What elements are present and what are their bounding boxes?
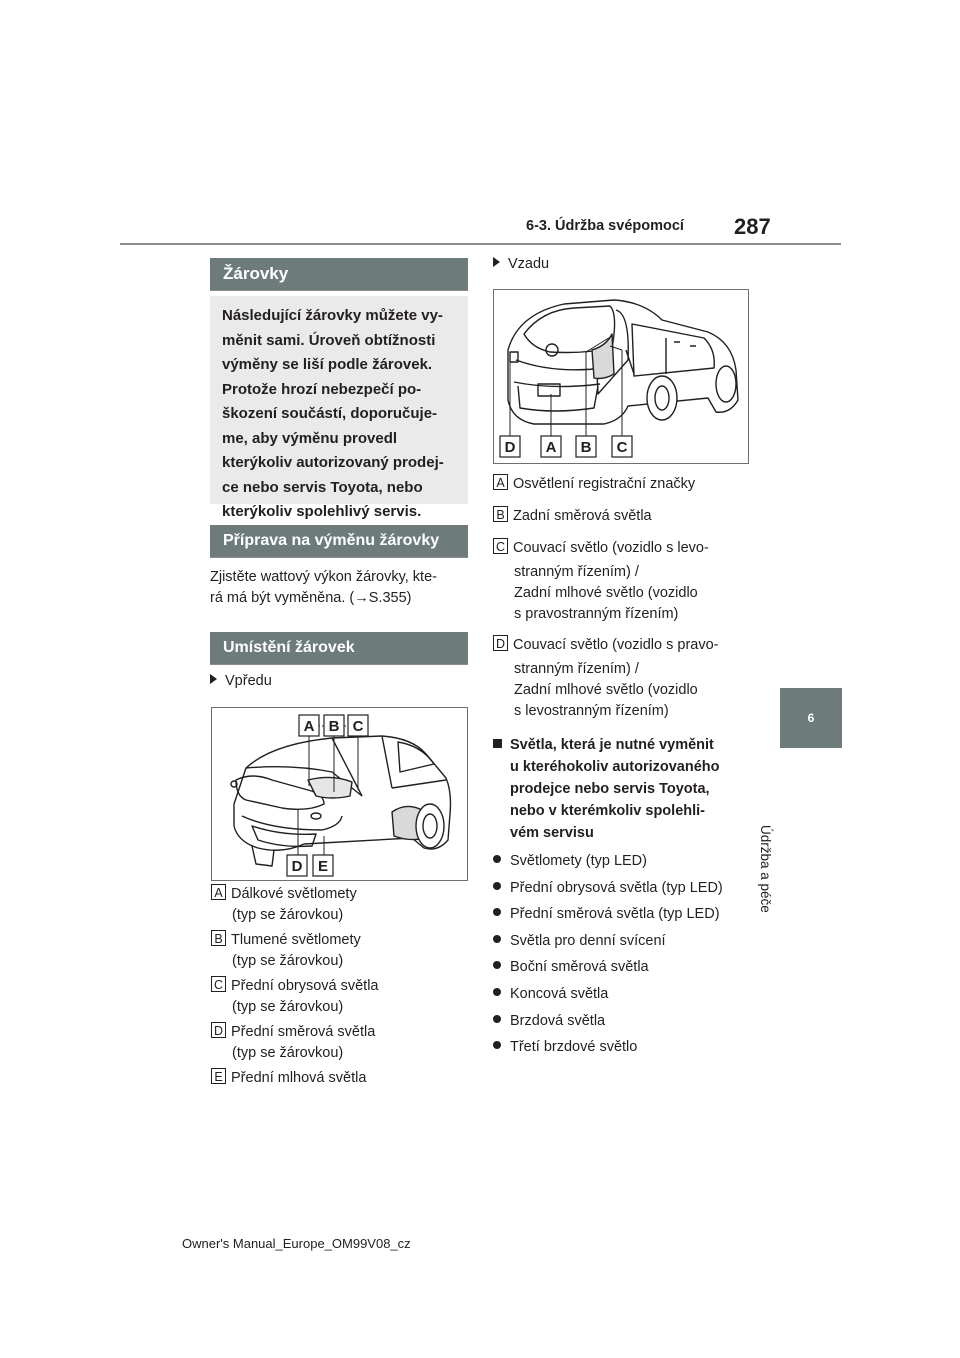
label-box: C (493, 538, 508, 554)
list-item (493, 928, 763, 955)
item-text: Osvětlení registrační značky (513, 476, 696, 492)
callout-label: C (352, 718, 364, 735)
intro-line: měnit sami. Úroveň obtížnosti (222, 331, 436, 349)
list-item (211, 884, 471, 926)
heading-line: u kteréhokoliv autorizovaného (510, 759, 720, 775)
intro-line: me, aby výměnu provedl (222, 429, 398, 447)
text-line: rá má být vyměněna. (→S.355) (210, 590, 412, 606)
intro-box (210, 296, 468, 520)
list-item (211, 930, 471, 972)
bullet-dot-icon (493, 855, 501, 863)
heading-line: nebo v kterémkoliv spolehli- (510, 803, 705, 819)
chapter-label: Údržba a péče (758, 825, 773, 913)
bullet-dot-icon (493, 1041, 501, 1049)
item-text: Světla pro denní svícení (510, 932, 666, 949)
rear-car-illustration (494, 290, 748, 463)
intro-line: ce nebo servis Toyota, nebo (222, 478, 423, 496)
list-item (493, 474, 763, 495)
item-text: Světlomety (typ LED) (510, 853, 647, 869)
bullet-dot-icon (493, 961, 501, 969)
item-text: Přední směrová světla (231, 1024, 376, 1040)
dealer-list (493, 848, 763, 1061)
rear-car-figure (493, 289, 749, 464)
item-text: Couvací světlo (vozidlo s pravo- (513, 637, 719, 653)
item-text: Přední mlhová světla (231, 1070, 367, 1086)
label-box: B (493, 506, 508, 522)
bullet-dot-icon (493, 882, 501, 890)
item-text: Přední obrysová světla (231, 978, 379, 994)
callout-label: E (317, 858, 329, 875)
list-item (493, 981, 763, 1008)
front-label: Vpředu (225, 673, 272, 689)
label-box: A (211, 884, 226, 900)
item-text: Přední směrová světla (typ LED) (510, 906, 720, 923)
item-text: (typ se žárovkou) (232, 953, 344, 969)
chapter-number: 6 (807, 711, 815, 725)
item-text: s pravostranným řízením) (514, 606, 679, 622)
label-box: D (493, 635, 508, 651)
heading-rule (210, 664, 468, 665)
front-subheading (210, 671, 272, 692)
list-item (493, 506, 763, 527)
label-box: C (211, 976, 226, 992)
front-items-list (211, 884, 471, 1089)
rear-items-list (493, 474, 763, 722)
callout-label: A (303, 718, 315, 735)
item-text: Couvací světlo (vozidlo s levo- (513, 540, 709, 556)
heading-text: Umístění žárovek (223, 639, 355, 656)
rear-subheading (493, 254, 549, 275)
item-text: s levostranným řízením) (514, 703, 669, 719)
bullet-dot-icon (493, 935, 501, 943)
square-bullet-icon (493, 739, 502, 748)
heading-line: vém servisu (510, 825, 594, 841)
heading-umisteni (210, 632, 468, 664)
item-text: Zadní směrová světla (513, 508, 652, 524)
list-item (493, 538, 763, 625)
item-text: stranným řízením) / (514, 661, 639, 677)
chapter-tab (780, 688, 842, 748)
dealer-heading (493, 734, 763, 844)
triangle-bullet-icon (493, 257, 500, 267)
item-text: Přední obrysová světla (typ LED) (510, 879, 723, 896)
list-item (493, 901, 763, 928)
intro-line: výměny se liší podle žárovek. (222, 356, 433, 373)
item-text: Třetí brzdové světlo (510, 1039, 638, 1056)
callout-label: C (616, 439, 628, 456)
footer-text: Owner's Manual_Europe_OM99V08_cz (182, 1236, 411, 1251)
list-item (493, 848, 763, 875)
callout-label: A (545, 439, 557, 456)
list-item (493, 875, 763, 902)
list-item (493, 954, 763, 981)
heading-priprava (210, 525, 468, 557)
item-text: Dálkové světlomety (231, 886, 357, 902)
callout-label: D (504, 439, 516, 456)
list-item (493, 635, 763, 722)
heading-zarovky (210, 258, 468, 290)
front-car-illustration (212, 708, 467, 880)
list-item (493, 1034, 763, 1061)
callout-label: D (291, 858, 303, 875)
intro-line: škození součástí, doporučuje- (222, 405, 438, 422)
bullet-dot-icon (493, 1015, 501, 1023)
item-text: Koncová světla (510, 985, 609, 1002)
callout-label: B (580, 439, 592, 456)
intro-line: kterýkoliv spolehlivý servis. (222, 503, 422, 520)
list-item (211, 976, 471, 1018)
item-text: Boční směrová světla (510, 959, 649, 976)
text-line: Zjistěte wattový výkon žárovky, kte- (210, 569, 437, 585)
item-text: Brzdová světla (510, 1012, 606, 1029)
list-item (493, 1008, 763, 1035)
heading-rule (210, 290, 468, 291)
header-rule (120, 243, 841, 245)
intro-line: kterýkoliv autorizovaný prodej- (222, 454, 444, 471)
item-text: stranným řízením) / (514, 564, 639, 580)
triangle-bullet-icon (210, 674, 217, 684)
item-text: Zadní mlhové světlo (vozidlo (514, 682, 698, 698)
item-text: (typ se žárovkou) (232, 999, 344, 1015)
heading-rule (210, 557, 468, 558)
item-text: (typ se žárovkou) (232, 907, 344, 923)
heading-text: Příprava na výměnu žárovky (223, 532, 440, 549)
item-text: (typ se žárovkou) (232, 1045, 344, 1061)
label-box: E (211, 1068, 226, 1084)
heading-text: Žárovky (223, 264, 289, 283)
section-title: 6-3. Údržba svépomocí (526, 218, 684, 234)
front-car-figure (211, 707, 468, 881)
intro-line: Protože hrozí nebezpečí po- (222, 380, 422, 398)
label-box: D (211, 1022, 226, 1038)
item-text: Zadní mlhové světlo (vozidlo (514, 585, 698, 601)
bullet-dot-icon (493, 988, 501, 996)
intro-line: Následující žárovky můžete vy- (222, 307, 443, 324)
page-number: 287 (734, 214, 771, 239)
heading-line: prodejce nebo servis Toyota, (510, 781, 710, 797)
callout-label: B (328, 718, 340, 735)
label-box: A (493, 474, 508, 490)
bullet-dot-icon (493, 908, 501, 916)
rear-label: Vzadu (508, 256, 550, 272)
heading-line: Světla, která je nutné vyměnit (510, 737, 714, 753)
label-box: B (211, 930, 226, 946)
priprava-text (210, 567, 437, 609)
list-item (211, 1022, 471, 1064)
list-item (211, 1068, 471, 1089)
item-text: Tlumené světlomety (231, 932, 361, 948)
